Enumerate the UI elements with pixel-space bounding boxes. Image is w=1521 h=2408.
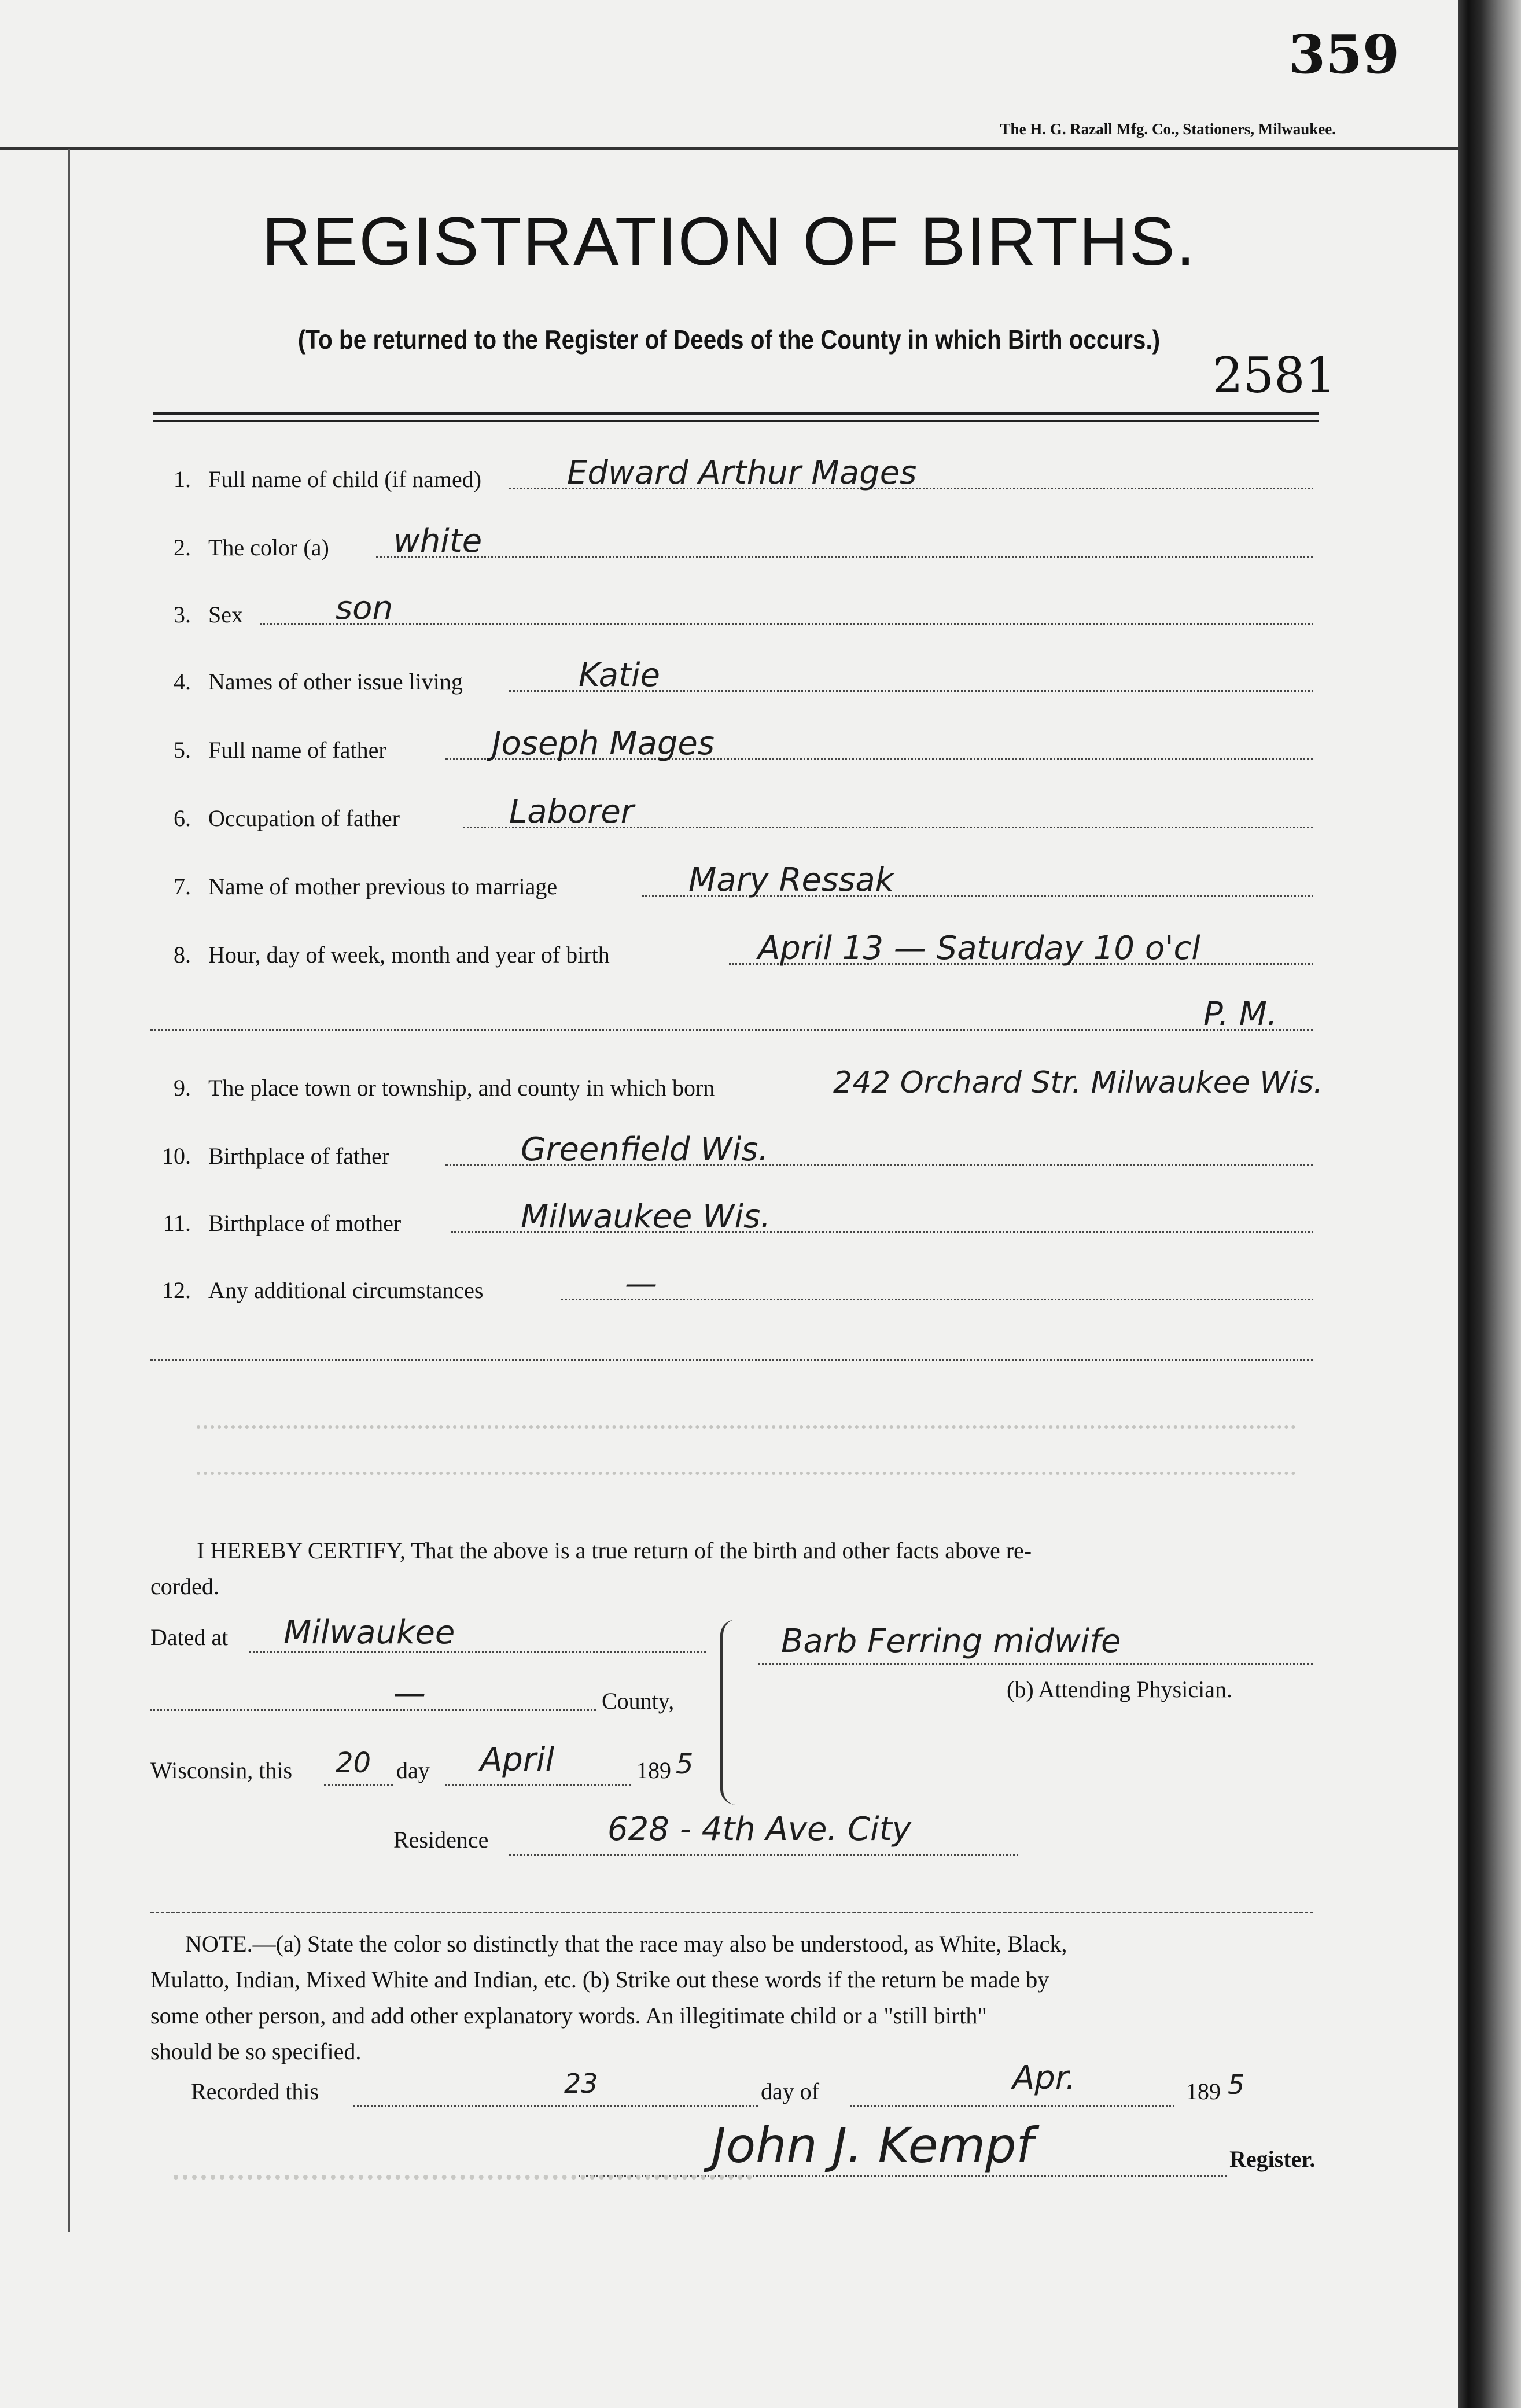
page-number: 359 xyxy=(1288,23,1400,86)
register-signature: John J. Kempf xyxy=(712,2117,1034,2174)
county-value: — xyxy=(393,1675,426,1712)
recorded-month-value: Apr. xyxy=(1012,2059,1076,2097)
blank-dotted-line xyxy=(150,1359,1313,1361)
county-line xyxy=(150,1709,596,1711)
bleed-through-mark xyxy=(174,2163,752,2180)
document-number: 2581 xyxy=(1212,347,1336,404)
certify-year-value: 5 xyxy=(676,1748,694,1780)
field-birthplace: 9. The place town or township, and county in which born 242 Orchard Str. Milwaukee Wis. xyxy=(174,1065,1323,1101)
recorded-month-line xyxy=(850,2105,1174,2107)
form-subtitle: (To be returned to the Register of Deeds of the County in which Birth occurs.) xyxy=(297,324,1161,355)
field-father-occupation: 6. Occupation of father Laborer xyxy=(162,790,1313,836)
mother-birthplace-value: Milwaukee Wis. xyxy=(521,1198,771,1236)
left-margin-rule xyxy=(68,149,70,2232)
day-line xyxy=(324,1784,393,1786)
wisconsin-this-label: Wisconsin, this xyxy=(150,1757,293,1783)
additional-circumstances-value: — xyxy=(625,1265,657,1303)
residence-label: Residence xyxy=(393,1827,489,1853)
bleed-through-mark xyxy=(197,1463,1296,1475)
recorded-year-prefix: 189 xyxy=(1186,2078,1221,2104)
signer-title: (b) Attending Physician. xyxy=(1007,1676,1232,1702)
residence-line xyxy=(509,1854,1018,1856)
note-line-3: some other person, and add other explanatory words. An illegitimate child or a "still birth" xyxy=(150,2003,987,2029)
residence-value: 628 - 4th Ave. City xyxy=(607,1810,911,1848)
field-birth-time-continued xyxy=(162,993,1313,1039)
signer-line xyxy=(758,1663,1313,1665)
field-additional-circumstances: 12. Any additional circumstances — xyxy=(162,1262,1313,1308)
recorded-day-value: 23 xyxy=(564,2068,598,2099)
county-label: County, xyxy=(602,1688,675,1714)
sex-value: son xyxy=(336,589,393,627)
recorded-day-label: day of xyxy=(761,2078,820,2104)
recorded-year-value: 5 xyxy=(1228,2069,1245,2100)
note-line-1: NOTE.—(a) State the color so distinctly that the race may also be understood, as White, Black, xyxy=(185,1931,1067,1957)
field-mother-birthplace: 11. Birthplace of mother Milwaukee Wis. xyxy=(162,1195,1313,1241)
note-separator xyxy=(150,1912,1313,1913)
field-color: 2. The color (a) white xyxy=(162,519,1313,566)
register-label: Register. xyxy=(1229,2146,1316,2172)
certify-line-2: corded. xyxy=(150,1573,219,1599)
field-sex: 3. Sex son xyxy=(162,587,1313,633)
field-father-name: 5. Full name of father Joseph Mages xyxy=(162,722,1313,768)
field-child-name: 1. Full name of child (if named) Edward Arthur Mages xyxy=(162,451,1313,497)
signature-brace xyxy=(720,1620,736,1805)
field-father-birthplace: 10. Birthplace of father Greenfield Wis. xyxy=(162,1128,1313,1174)
father-name-value: Joseph Mages xyxy=(492,725,715,762)
certify-month-value: April xyxy=(480,1741,554,1779)
birth-time-continued-value: P. M. xyxy=(1203,995,1277,1033)
year-prefix: 189 xyxy=(636,1757,671,1783)
dated-at-label: Dated at xyxy=(150,1624,229,1650)
stationer-imprint: The H. G. Razall Mfg. Co., Stationers, Milwaukee. xyxy=(1000,120,1336,138)
header-double-rule xyxy=(153,412,1319,415)
signer-value: Barb Ferring midwife xyxy=(781,1622,1121,1660)
bleed-through-mark xyxy=(197,1417,1296,1429)
month-line xyxy=(445,1784,631,1786)
dated-at-value: Milwaukee xyxy=(283,1614,455,1651)
other-issue-value: Katie xyxy=(579,657,661,694)
day-label: day xyxy=(396,1757,430,1783)
dated-at-line xyxy=(249,1651,706,1653)
recorded-day-line xyxy=(353,2105,758,2107)
birth-time-value: April 13 — Saturday 10 o'cl xyxy=(758,930,1200,967)
recorded-label: Recorded this xyxy=(191,2078,319,2104)
mother-maiden-name-value: Mary Ressak xyxy=(688,861,894,899)
certify-line-1: I HEREBY CERTIFY, That the above is a true return of the birth and other facts above re- xyxy=(197,1537,1032,1563)
book-binding xyxy=(1458,0,1521,2408)
certify-day-value: 20 xyxy=(336,1747,371,1779)
field-other-issue: 4. Names of other issue living Katie xyxy=(162,654,1313,700)
father-birthplace-value: Greenfield Wis. xyxy=(521,1131,769,1168)
header-double-rule xyxy=(153,420,1319,422)
field-birth-time: 8. Hour, day of week, month and year of birth April 13 — Saturday 10 o'cl xyxy=(162,927,1313,973)
form-title: REGISTRATION OF BIRTHS. xyxy=(262,204,1196,280)
note-line-4: should be so specified. xyxy=(150,2038,362,2064)
father-occupation-value: Laborer xyxy=(509,793,634,831)
child-name-value: Edward Arthur Mages xyxy=(567,454,917,492)
birthplace-value: 242 Orchard Str. Milwaukee Wis. xyxy=(833,1065,1323,1100)
color-value: white xyxy=(393,522,483,560)
top-rule xyxy=(0,147,1458,150)
field-mother-maiden-name: 7. Name of mother previous to marriage Mary Ressak xyxy=(162,858,1313,905)
note-line-2: Mulatto, Indian, Mixed White and Indian, etc. (b) Strike out these words if the return be made by xyxy=(150,1967,1049,1993)
